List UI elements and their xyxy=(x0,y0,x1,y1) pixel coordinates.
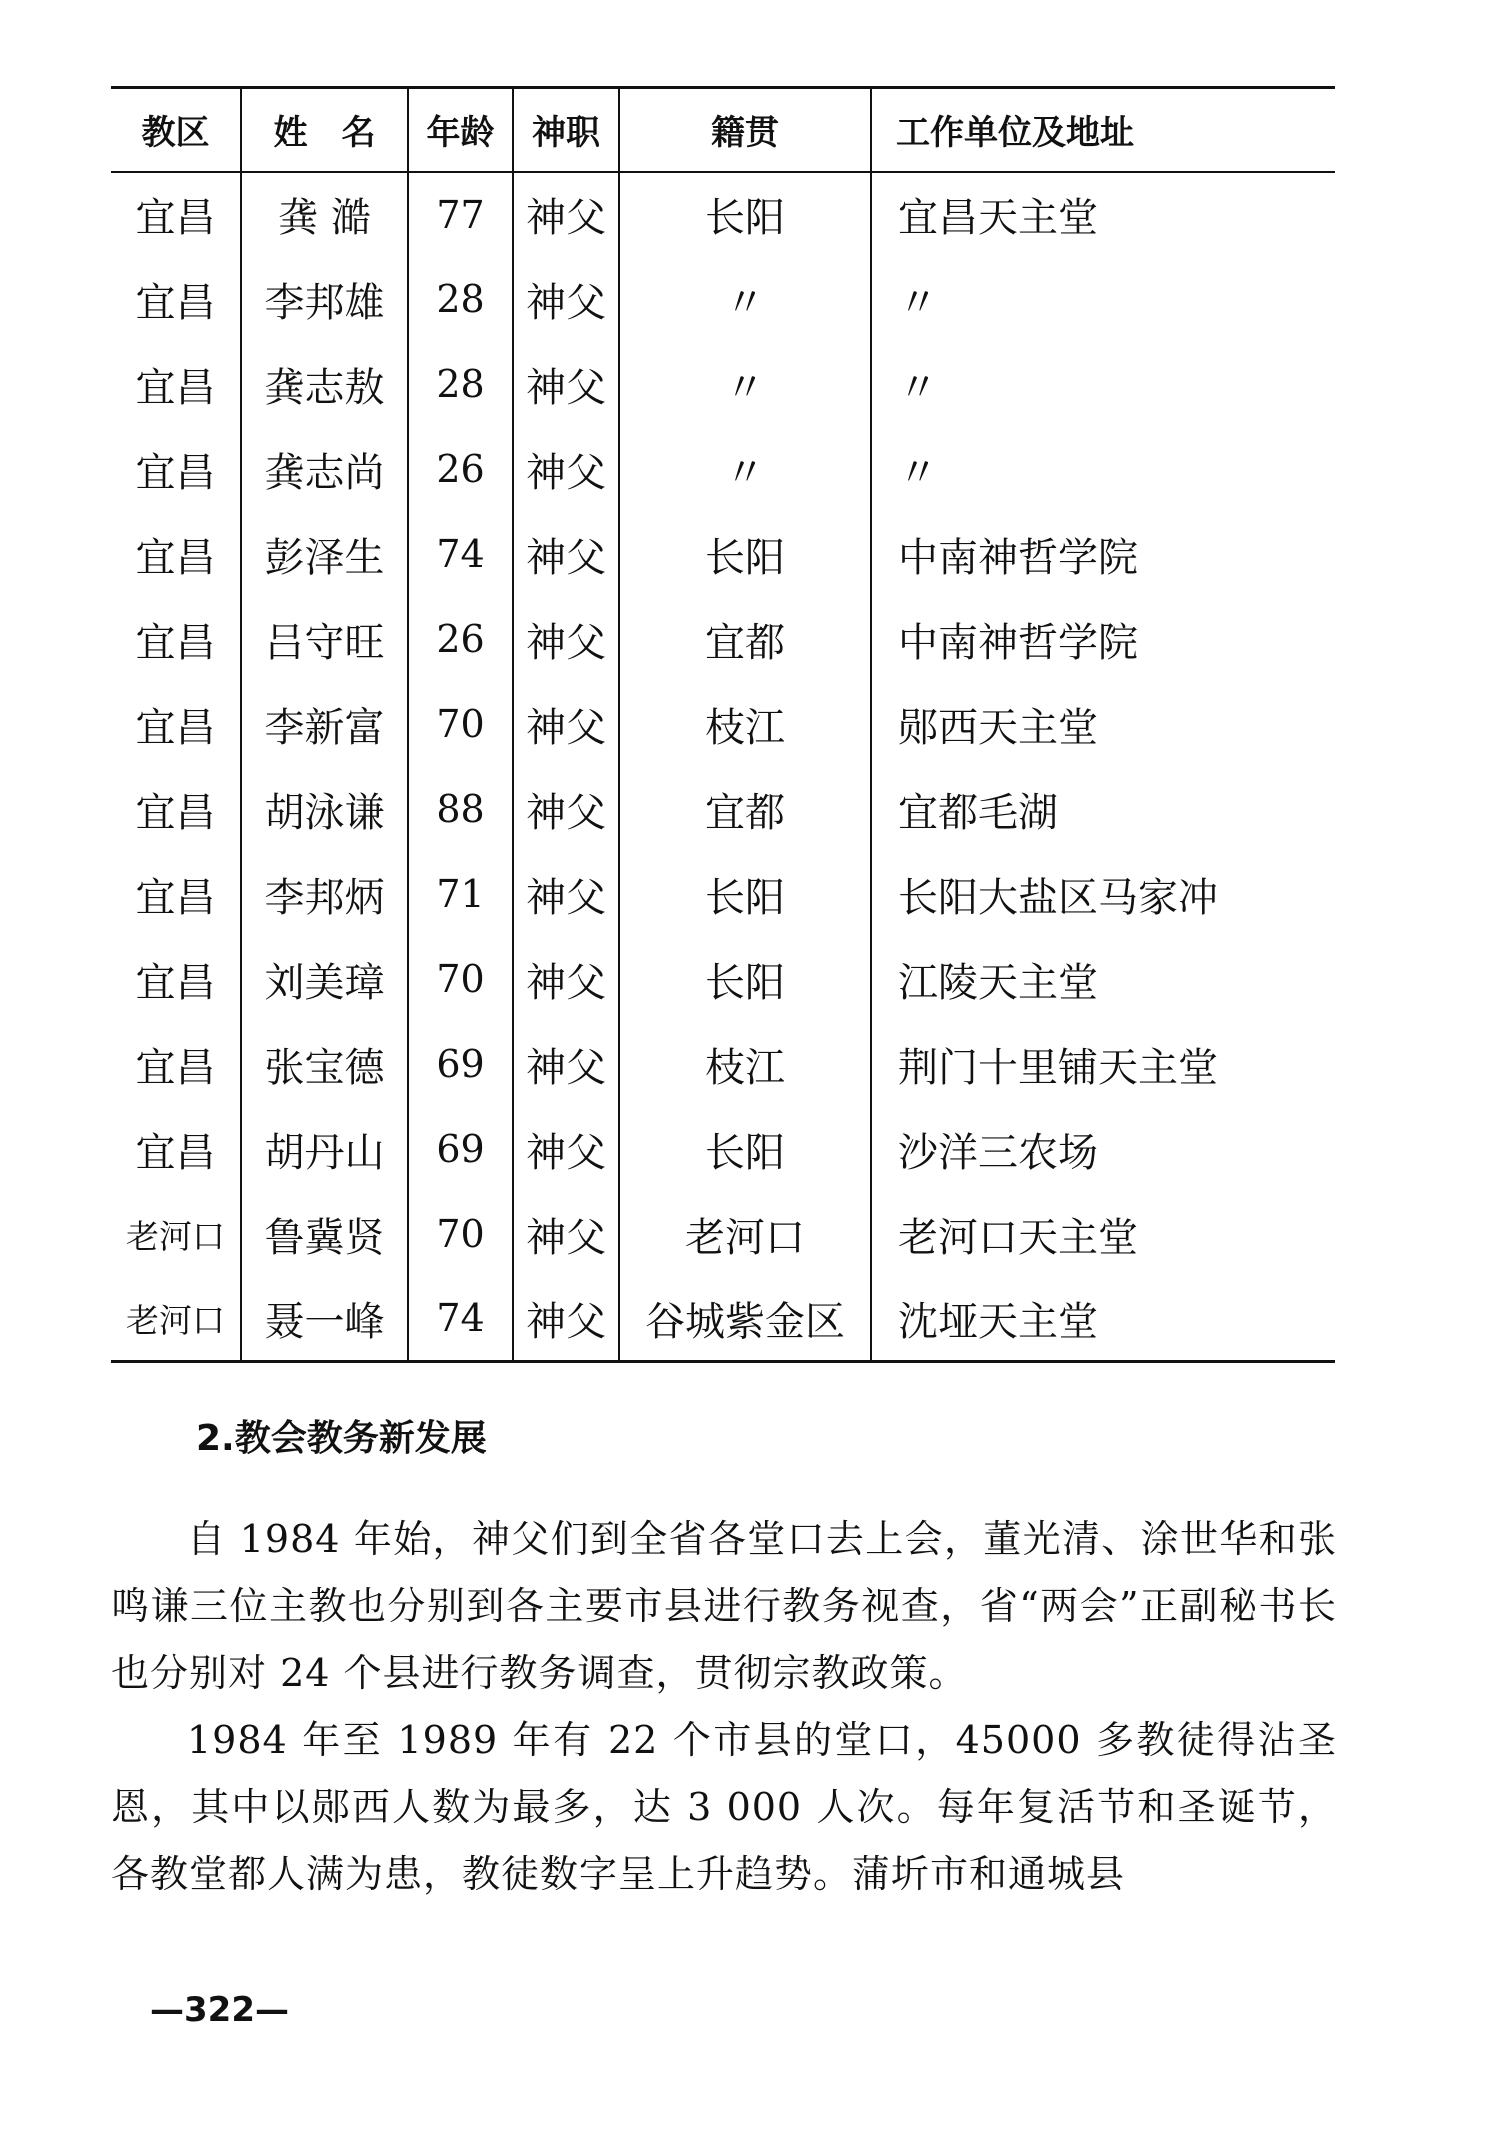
cell-title: 神父 xyxy=(513,1022,619,1107)
table-header xyxy=(111,88,1335,172)
table-body xyxy=(111,172,1335,1362)
column-header-age: 年龄 xyxy=(408,88,513,172)
cell-work: 宜都毛湖 xyxy=(898,789,1058,836)
cell-name: 刘美璋 xyxy=(241,937,408,1022)
cell-work: 宜昌天主堂 xyxy=(898,195,1098,241)
cell-diocese: 宜昌 xyxy=(111,1022,241,1107)
cell-title: 神父 xyxy=(513,597,619,682)
clergy-table xyxy=(111,86,1335,1363)
cell-age: 70 xyxy=(408,1192,513,1277)
cell-age: 70 xyxy=(408,682,513,767)
page-number: —322— xyxy=(150,1990,289,2030)
table-row xyxy=(111,1107,1335,1192)
column-header-name: 姓 名 xyxy=(241,88,408,172)
cell-work: 老河口天主堂 xyxy=(898,1214,1138,1261)
cell-name: 吕守旺 xyxy=(241,597,408,682)
cell-hometown: 长阳 xyxy=(619,172,871,257)
cell-title: 神父 xyxy=(513,512,619,597)
cell-name: 聂一峰 xyxy=(241,1277,408,1362)
cell-hometown: 枝江 xyxy=(619,682,871,767)
table-row xyxy=(111,1192,1335,1277)
cell-title: 神父 xyxy=(513,852,619,937)
cell-diocese: 宜昌 xyxy=(111,427,241,512)
cell-age: 74 xyxy=(408,1277,513,1362)
cell-hometown: 老河口 xyxy=(619,1192,871,1277)
cell-name: 鲁冀贤 xyxy=(241,1192,408,1277)
column-header-hometown: 籍贯 xyxy=(619,88,871,172)
cell-diocese: 宜昌 xyxy=(111,852,241,937)
cell-title: 神父 xyxy=(513,1107,619,1192)
cell-diocese: 老河口 xyxy=(111,1192,241,1277)
cell-name: 李邦炳 xyxy=(241,852,408,937)
cell-name: 龚志敖 xyxy=(241,342,408,427)
cell-age: 26 xyxy=(408,427,513,512)
cell-name: 龚志尚 xyxy=(241,427,408,512)
table-row xyxy=(111,427,1335,512)
cell-name: 李邦雄 xyxy=(241,257,408,342)
cell-age: 88 xyxy=(408,767,513,852)
cell-title: 神父 xyxy=(513,1277,619,1362)
column-header-work: 工作单位及地址 xyxy=(871,88,1335,172)
cell-hometown: 长阳 xyxy=(619,512,871,597)
table-row xyxy=(111,767,1335,852)
column-header-title: 神职 xyxy=(513,88,619,172)
cell-title: 神父 xyxy=(513,257,619,342)
cell-age: 74 xyxy=(408,512,513,597)
cell-work: 中南神哲学院 xyxy=(898,619,1138,666)
cell-age: 69 xyxy=(408,1022,513,1107)
cell-work: 〃 xyxy=(898,364,938,411)
cell-age: 71 xyxy=(408,852,513,937)
table-row xyxy=(111,1022,1335,1107)
cell-hometown: 长阳 xyxy=(619,852,871,937)
cell-title: 神父 xyxy=(513,172,619,257)
table-row xyxy=(111,852,1335,937)
cell-work: 郧西天主堂 xyxy=(898,704,1098,751)
table-row xyxy=(111,172,1335,257)
table-row xyxy=(111,937,1335,1022)
cell-diocese: 宜昌 xyxy=(111,342,241,427)
cell-name: 李新富 xyxy=(241,682,408,767)
cell-age: 77 xyxy=(408,172,513,257)
cell-hometown: 宜都 xyxy=(619,767,871,852)
cell-age: 69 xyxy=(408,1107,513,1192)
cell-name: 胡丹山 xyxy=(241,1107,408,1192)
cell-title: 神父 xyxy=(513,767,619,852)
body-paragraph-1: 自 1984 年始，神父们到全省各堂口去上会，董光清、涂世华和张鸣谦三位主教也分别到各主要市县进行教务视查，省“两会”正副秘书长也分别对 24 个县进行教务调查，贯彻宗教政策。 xyxy=(111,1517,1337,1695)
cell-diocese: 宜昌 xyxy=(111,597,241,682)
table-row xyxy=(111,257,1335,342)
cell-title: 神父 xyxy=(513,937,619,1022)
cell-title: 神父 xyxy=(513,342,619,427)
cell-diocese: 宜昌 xyxy=(111,937,241,1022)
cell-name: 张宝德 xyxy=(241,1022,408,1107)
table-row xyxy=(111,1277,1335,1362)
cell-work: 江陵天主堂 xyxy=(898,959,1098,1006)
cell-title: 神父 xyxy=(513,427,619,512)
clergy-table-container xyxy=(111,86,1335,1363)
cell-hometown: 〃 xyxy=(619,342,871,427)
cell-hometown: 长阳 xyxy=(619,1107,871,1192)
cell-age: 28 xyxy=(408,342,513,427)
column-header-diocese: 教区 xyxy=(111,88,241,172)
cell-diocese: 宜昌 xyxy=(111,1107,241,1192)
cell-diocese: 老河口 xyxy=(111,1277,241,1362)
cell-diocese: 宜昌 xyxy=(111,257,241,342)
table-row xyxy=(111,597,1335,682)
cell-age: 70 xyxy=(408,937,513,1022)
table-row xyxy=(111,512,1335,597)
cell-title: 神父 xyxy=(513,1192,619,1277)
section-title: 2.教会教务新发展 xyxy=(196,1418,487,1459)
cell-work: 沈垭天主堂 xyxy=(871,1277,1335,1362)
cell-hometown: 〃 xyxy=(619,427,871,512)
cell-hometown: 〃 xyxy=(619,257,871,342)
cell-diocese: 宜昌 xyxy=(111,682,241,767)
cell-work: 中南神哲学院 xyxy=(898,534,1138,581)
cell-diocese: 宜昌 xyxy=(111,767,241,852)
cell-age: 26 xyxy=(408,597,513,682)
cell-work: 长阳大盐区马家冲 xyxy=(898,874,1218,921)
cell-name: 彭泽生 xyxy=(241,512,408,597)
cell-name: 胡泳谦 xyxy=(241,767,408,852)
cell-hometown: 枝江 xyxy=(619,1022,871,1107)
table-row xyxy=(111,342,1335,427)
cell-diocese: 宜昌 xyxy=(111,512,241,597)
cell-work: 〃 xyxy=(898,449,938,496)
header-row xyxy=(111,88,1335,172)
cell-work: 沙洋三农场 xyxy=(898,1129,1098,1176)
body-paragraph-2: 1984 年至 1989 年有 22 个市县的堂口，45000 多教徒得沾圣恩，其中以郧西人数为最多，达 3 000 人次。每年复活节和圣诞节，各教堂都人满为患，教徒数字呈上升趋势。蒲圻市和通城县 xyxy=(111,1718,1337,1896)
cell-hometown: 长阳 xyxy=(619,937,871,1022)
cell-title: 神父 xyxy=(513,682,619,767)
table-row xyxy=(111,682,1335,767)
cell-hometown: 宜都 xyxy=(619,597,871,682)
cell-work: 荆门十里铺天主堂 xyxy=(898,1044,1218,1091)
cell-hometown: 谷城紫金区 xyxy=(619,1277,871,1362)
cell-age: 28 xyxy=(408,257,513,342)
cell-name: 龚 澔 xyxy=(241,172,408,257)
cell-work: 〃 xyxy=(898,279,938,326)
cell-diocese: 宜昌 xyxy=(111,172,241,257)
